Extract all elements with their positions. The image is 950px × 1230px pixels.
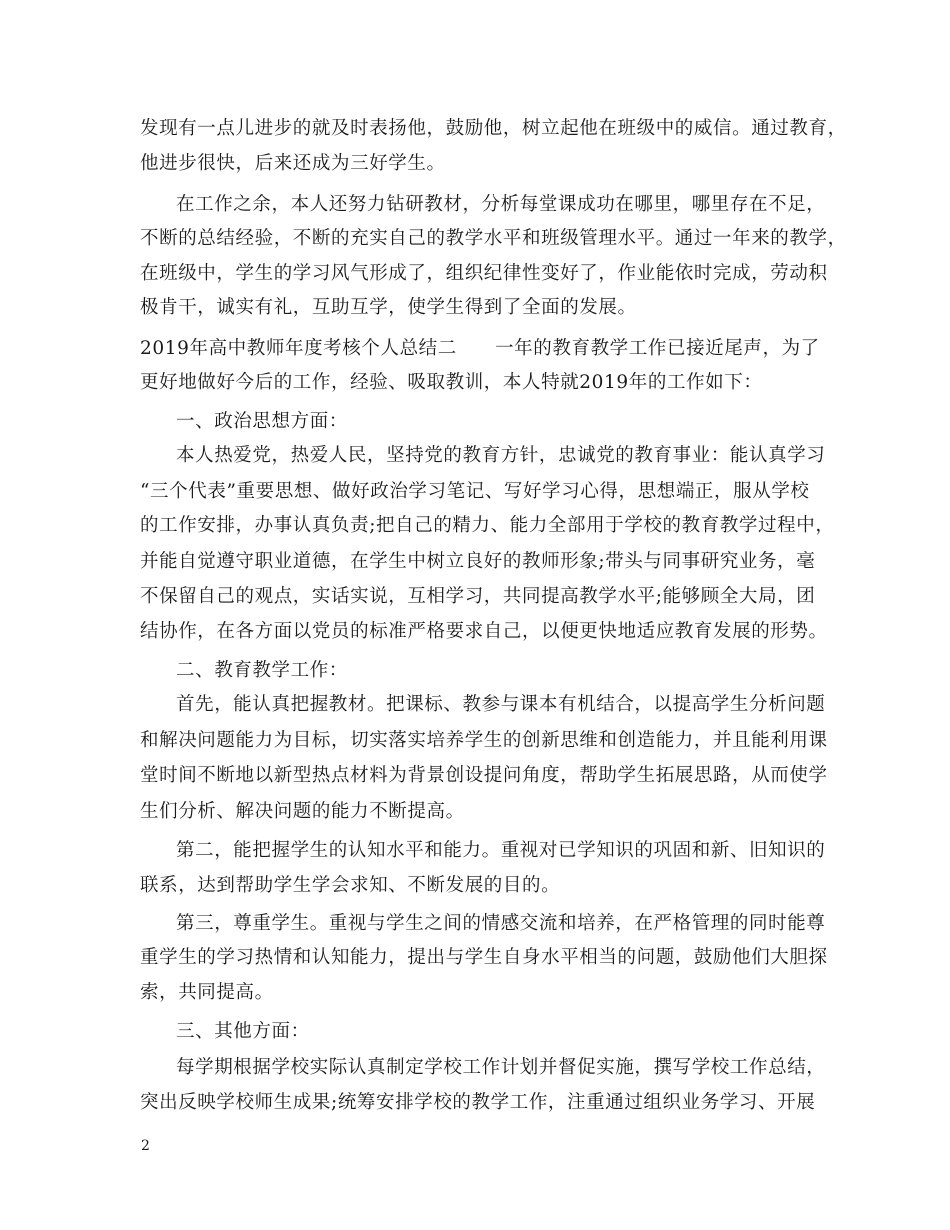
- body-line: 堂时间不断地以新型热点材料为背景创设提问角度，帮助学生拓展思路，从而使学: [140, 765, 828, 786]
- section-heading-line: 2019年高中教师年度考核个人总结二 一年的教育教学工作已接近尾声，为了: [140, 338, 820, 359]
- body-line: 不保留自己的观点，实话实说，互相学习，共同提高教学水平;能够顾全大局，团: [140, 586, 816, 607]
- body-line: 在工作之余，本人还努力钻研教材，分析每堂课成功在哪里，哪里存在不足，: [176, 194, 826, 215]
- body-line: 第二，能把握学生的认知水平和能力。重视对已学知识的巩固和新、旧知识的: [176, 840, 826, 861]
- body-line: 联系，达到帮助学生学会求知、不断发展的目的。: [140, 875, 561, 896]
- body-line: 首先，能认真把握教材。把课标、教参与课本有机结合，以提高学生分析问题: [176, 694, 826, 715]
- body-line: 在班级中，学生的学习风气形成了，组织纪律性变好了，作业能依时完成，劳动积: [140, 263, 828, 284]
- body-line: 索，共同提高。: [140, 982, 274, 1003]
- body-line: 和解决问题能力为目标，切实落实培养学生的创新思维和创造能力，并且能利用课: [140, 730, 828, 751]
- body-line: 更好地做好今后的工作，经验、吸取教训，本人特就2019年的工作如下：: [140, 372, 763, 393]
- body-line: “三个代表”重要思想、做好政治学习笔记、写好学习心得，思想端正，服从学校: [140, 481, 810, 502]
- body-line: 极肯干，诚实有礼，互助互学，使学生得到了全面的发展。: [140, 297, 637, 318]
- body-line: 突出反映学校师生成果;统筹安排学校的教学工作，注重通过组织业务学习、开展: [140, 1092, 816, 1113]
- body-line: 发现有一点儿进步的就及时表扬他，鼓励他，树立起他在班级中的威信。通过教育，: [140, 118, 847, 139]
- body-line: 生们分析、解决问题的能力不断提高。: [140, 801, 465, 822]
- subsection-heading: 二、教育教学工作：: [176, 660, 348, 681]
- subsection-heading: 一、政治思想方面：: [176, 411, 348, 432]
- body-line: 的工作安排，办事认真负责;把自己的精力、能力全部用于学校的教育教学过程中，: [140, 515, 835, 536]
- body-line: 第三，尊重学生。重视与学生之间的情感交流和培养，在严格管理的同时能尊: [176, 913, 826, 934]
- body-line: 重学生的学习热情和认知能力，提出与学生自身水平相当的问题，鼓励他们大胆探: [140, 947, 828, 968]
- page-number: 2: [141, 1138, 150, 1154]
- body-line: 不断的总结经验，不断的充实自己的教学水平和班级管理水平。通过一年来的教学，: [140, 228, 847, 249]
- body-line: 每学期根据学校实际认真制定学校工作计划并督促实施，撰写学校工作总结，: [176, 1057, 826, 1078]
- body-line: 结协作，在各方面以党员的标准严格要求自己，以便更快地适应教育发展的形势。: [140, 621, 828, 642]
- subsection-heading: 三、其他方面：: [176, 1021, 310, 1042]
- body-line: 他进步很快，后来还成为三好学生。: [140, 153, 446, 174]
- body-line: 并能自觉遵守职业道德，在学生中树立良好的教师形象;带头与同事研究业务，毫: [140, 551, 816, 572]
- body-line: 本人热爱党，热爱人民，坚持党的教育方针，忠诚党的教育事业：能认真学习: [176, 445, 826, 466]
